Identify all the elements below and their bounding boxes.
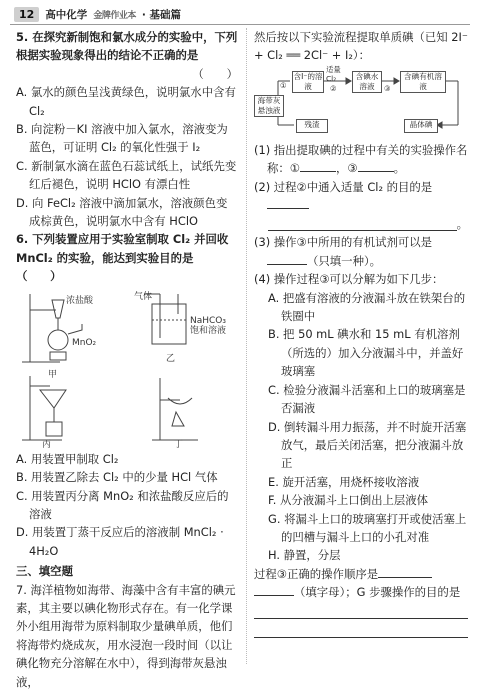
step-a: A. 把盛有溶液的分液漏斗放在铁架台的铁圈中 — [268, 290, 466, 324]
q5-option-d: D. 向 FeCl₂ 溶液中滴加氯水，溶液颜色变成棕黄色，说明氯水中含有 HClO — [16, 195, 228, 229]
q6-stem: 6. 下列装置应用于实验室制取 Cl₂ 并回收 MnCl₂ 的实验，能达到实验目的是（ ） — [16, 232, 229, 284]
label-bing: 丙 — [42, 439, 52, 450]
answer-blank-sub2b[interactable] — [268, 214, 457, 231]
page-number: 12 — [14, 7, 39, 22]
q7-order-2: （填字母）；G 步骤操作的目的是 — [254, 583, 468, 601]
step-e: E. 旋开活塞，用烧杯接收溶液 — [268, 474, 420, 489]
answer-line-g-1[interactable] — [254, 602, 468, 619]
question-5 — [16, 28, 238, 230]
flow-box-residue: 残渣 — [296, 119, 328, 133]
right-column — [254, 28, 468, 640]
label-gas: 气体 — [134, 291, 153, 302]
brand-logo: 金牌作业本 — [93, 10, 136, 21]
q6-option-c: C. 用装置丙分离 MnO₂ 和浓盐酸反应后的溶液 — [16, 488, 229, 521]
answer-line-g-2[interactable] — [254, 621, 468, 638]
q7-order: 过程③正确的操作顺序是 — [254, 565, 468, 583]
label-mno2: MnO₂ — [72, 337, 97, 348]
flow-box-crystal: 晶体碘 — [404, 119, 438, 133]
label-solution: NaHCO₃ 饱和溶液 — [190, 315, 227, 336]
page-header — [14, 6, 181, 22]
q5-answer-paren: （ ） — [192, 66, 238, 81]
q6-option-b: B. 用装置乙除去 Cl₂ 中的少量 HCl 气体 — [16, 470, 218, 485]
step-c: C. 检验分液漏斗活塞和上口的玻璃塞是否漏液 — [268, 382, 466, 416]
q7-sub1: (1) 指出提取碘的过程中有关的实验操作名称：① ，③ 。 — [254, 142, 468, 176]
step-g: G. 将漏斗上口的玻璃塞打开或使活塞上的凹槽与漏斗上口的小孔对准 — [268, 511, 467, 544]
label-yi: 乙 — [166, 353, 176, 364]
q7-sub3: (3) 操作③中所用的有机试剂可以是（只填一种）。 — [254, 235, 433, 268]
answer-blank-1[interactable] — [300, 159, 336, 172]
question-6 — [16, 230, 238, 560]
flow-step-2: ② — [330, 83, 337, 93]
q6-option-d: D. 用装置丁蒸干反应后的溶液制 MnCl₂ · 4H₂O — [16, 525, 224, 558]
answer-blank-sub2a[interactable] — [267, 196, 309, 209]
q6-option-a: A. 用装置甲制取 Cl₂ — [16, 451, 119, 466]
column-divider — [246, 28, 247, 664]
series-title: · 基础篇 — [141, 8, 181, 21]
step-f: F. 从分液漏斗上口倒出上层液体 — [268, 493, 429, 508]
answer-blank-3[interactable] — [358, 159, 394, 172]
q5-option-b: B. 向淀粉－KI 溶液中加入氯水，溶液变为蓝色，可证明 Cl₂ 的氧化性强于 I₂ — [16, 122, 228, 155]
flow-step-1: ① — [280, 80, 287, 90]
q7-sub4: (4) 操作过程③可以分解为如下几步： — [254, 272, 444, 287]
flow-box-iodide: 含I⁻的溶液 — [293, 71, 323, 91]
label-ding: 丁 — [174, 439, 184, 450]
answer-blank-order-2[interactable] — [254, 583, 294, 596]
header-rule — [10, 24, 470, 25]
flow-step-2-note: 适量Cl₂ — [326, 64, 341, 83]
apparatus-figure — [16, 290, 238, 448]
flow-start-box: 海带灰悬浊液 — [254, 95, 284, 117]
label-jia: 甲 — [48, 369, 58, 380]
section-title: 三、填空题 — [16, 564, 73, 579]
flow-box-iodine-water: 含碘水溶液 — [352, 71, 382, 93]
q7-stem: 7. 海洋植物如海带、海藻中含有丰富的碘元素，其主要以碘化物形式存在。有一化学课外小组用海带为原料制取少量碘单质，他们将海带灼烧成灰，用水浸泡一段时间（以让碘化物充分溶解在水中），得到海带灰悬浊液， — [16, 582, 236, 689]
subject-title: 高中化学 — [45, 8, 88, 21]
q7-steps — [254, 289, 468, 565]
step-d: D. 倒转漏斗用力振荡，并不时旋开活塞放气，最后关闭活塞，把分液漏斗放正 — [268, 419, 467, 471]
q7-sub2: (2) 过程②中通入适量 Cl₂ 的目的是 — [254, 178, 468, 215]
q7-continued: 然后按以下实验流程提取单质碘（已知 2I⁻ + Cl₂ ══ 2Cl⁻ + I₂）： — [254, 30, 468, 63]
q7-sub2-line: 。 — [254, 214, 468, 233]
answer-blank-sub3[interactable] — [267, 252, 307, 265]
q6-answer-paren: （ ） — [16, 269, 62, 284]
label-acid: 浓盐酸 — [66, 295, 94, 306]
q5-stem: 5. 在探究新制饱和氯水成分的实验中，下列根据实验现象得出的结论不正确的是 — [16, 30, 238, 63]
step-b: B. 把 50 mL 碘水和 15 mL 有机溶剂（所选的）加入分液漏斗中，并盖好玻璃塞 — [268, 327, 464, 379]
flow-box-organic: 含碘有机溶液 — [400, 71, 446, 93]
answer-blank-order[interactable] — [378, 565, 432, 578]
flow-diagram — [254, 64, 468, 137]
flow-step-3: ③ — [384, 83, 391, 93]
q5-option-a: A. 氯水的颜色呈浅黄绿色，说明氯水中含有 Cl₂ — [16, 85, 236, 118]
step-h: H. 静置，分层 — [268, 548, 341, 563]
q5-option-c: C. 新制氯水滴在蓝色石蕊试纸上，试纸先变红后褪色，说明 HClO 有漂白性 — [16, 158, 237, 192]
left-column — [16, 28, 238, 691]
